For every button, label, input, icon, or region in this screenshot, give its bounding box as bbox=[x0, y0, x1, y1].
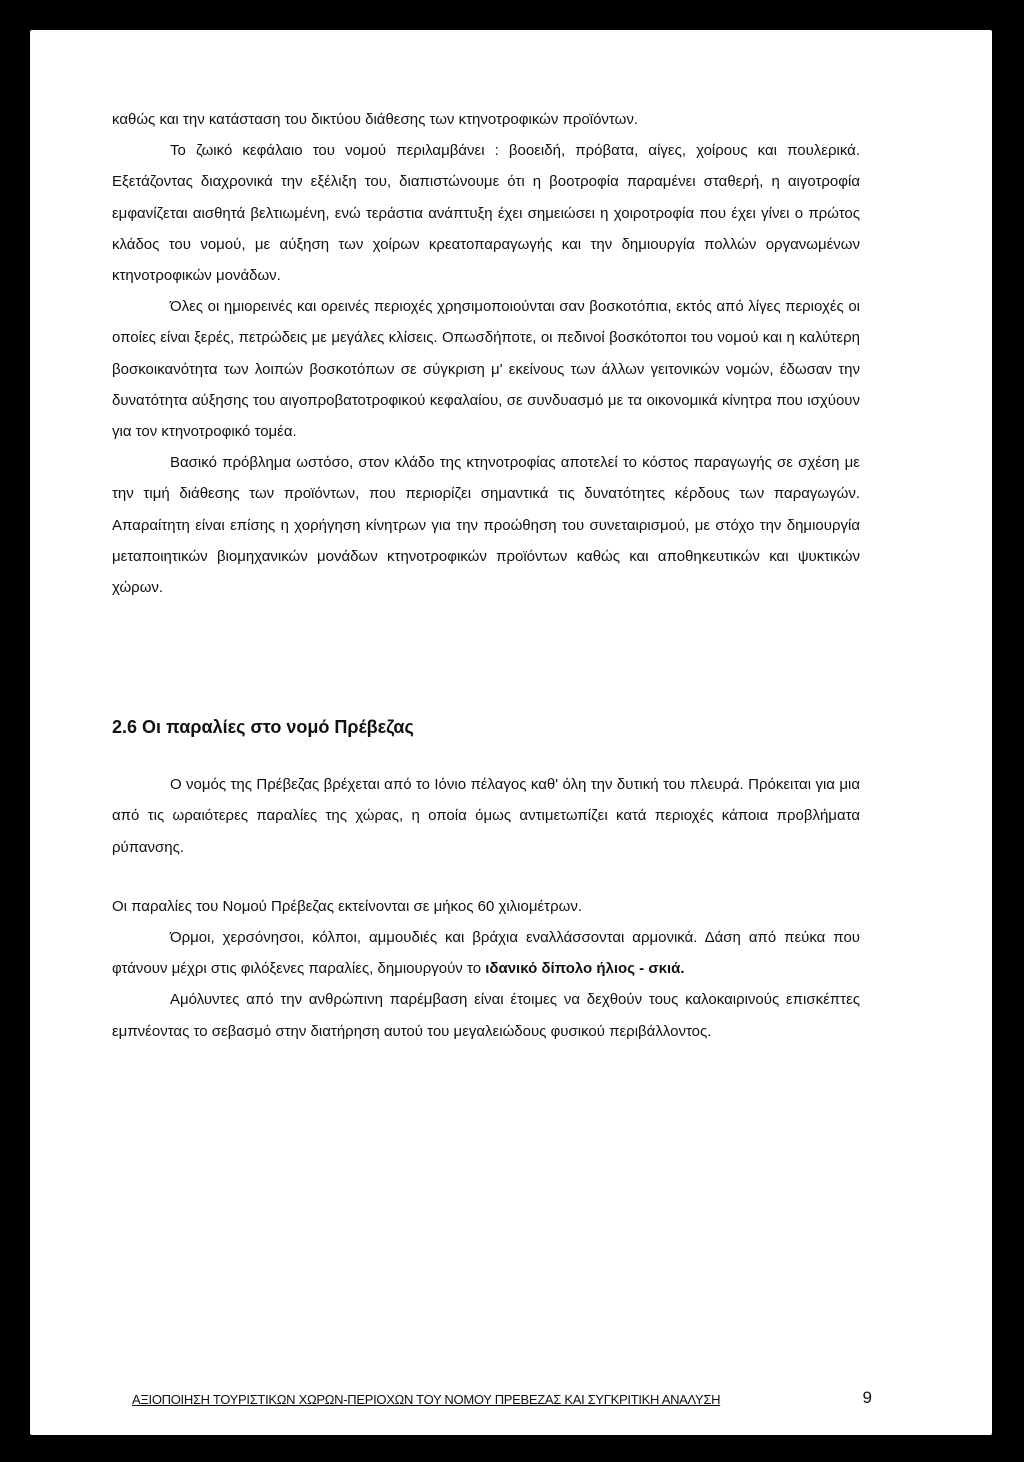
page-footer bbox=[132, 1388, 872, 1407]
paragraph-grazing-lands: Όλες οι ημιορεινές και ορεινές περιοχές χρησιμοποιούνται σαν βοσκοτόπια, εκτός από λίγες περιοχές οι οποίες είναι ξερές, πετρώδεις με μεγάλες κλίσεις. Οπωσδήποτε, οι πεδινοί βοσκότοποι του νομού και η καλύτερη βοσκοικανότητα των λοιπών βοσκοτόπων σε σύγκριση μ' εκείνους των άλλων γειτονικών νομών, έδωσαν την δυνατότητα αύξησης του αιγοπροβατοτροφικού κεφαλαίου, σε συνδυασμό με τα οικονομικά κίνητρα που ισχύουν για τον κτηνοτροφικό τομέα. bbox=[112, 298, 860, 441]
page-number: 9 bbox=[862, 1388, 872, 1407]
paragraph-ionian-coast: Ο νομός της Πρέβεζας βρέχεται από το Ιόνιο πέλαγος καθ' όλη την δυτική του πλευρά. Πρόκειται για μια από τις ωραιότερες παραλίες της χώρας, η οποία όμως αντιμετωπίζει κατά περιοχές κάποια προβλήματα ρύπανσης. bbox=[112, 776, 860, 856]
paragraph-distribution-network: καθώς και την κατάσταση του δικτύου διάθεσης των κτηνοτροφικών προϊόντων. bbox=[112, 111, 639, 128]
paragraph-beach-length: Οι παραλίες του Νομού Πρέβεζας εκτείνονται σε μήκος 60 χιλιομέτρων. bbox=[112, 897, 583, 915]
footer-document-title: ΑΞΙΟΠΟΙΗΣΗ ΤΟΥΡΙΣΤΙΚΩΝ ΧΩΡΩΝ-ΠΕΡΙΟΧΩΝ ΤΟΥ ΝΟΜΟΥ ΠΡΕΒΕΖΑΣ ΚΑΙ ΣΥΓΚΡΙΤΙΚΗ ΑΝΑΛΥΣΗ bbox=[132, 1392, 721, 1407]
document-body bbox=[112, 104, 860, 1047]
coastal-nature-text: Όρμοι, χερσόνησοι, κόλποι, αμμουδιές και βράχια εναλλάσσονται αρμονικά. Δάση από πεύκα που φτάνουν μέχρι στις φιλόξενες παραλίες, δημιουργούν το bbox=[112, 929, 860, 978]
paragraph-coastal-nature bbox=[112, 922, 860, 984]
paragraph-production-cost: Βασικό πρόβλημα ωστόσο, στον κλάδο της κτηνοτροφίας αποτελεί το κόστος παραγωγής σε σχέση με την τιμή διάθεσης των προϊόντων, που περιορίζει σημαντικά τις δυνατότητες κέρδους των παραγωγών. Απαραίτητη είναι επίσης η χορήγηση κίνητρων για την προώθηση του συνεταιρισμού, με στόχο την δημιουργία μεταποιητικών βιομηχανικών μονάδων κτηνοτροφικών προϊόντων καθώς και αποθηκευτικών και ψυκτικών χώρων. bbox=[112, 454, 860, 597]
sun-shade-phrase: ιδανικό δίπολο ήλιος - σκιά. bbox=[485, 960, 685, 978]
paragraph-unpolluted-beaches: Αμόλυντες από την ανθρώπινη παρέμβαση είναι έτοιμες να δεχθούν τους καλοκαιρινούς επισκέπτες εμπνέοντας το σεβασμό στην διατήρηση αυτού του μεγαλειώδους φυσικού περιβάλλοντος. bbox=[112, 991, 860, 1040]
paragraph-livestock-capital: Το ζωικό κεφάλαιο του νομού περιλαμβάνει : βοοειδή, πρόβατα, αίγες, χοίρους και πουλερικά. Εξετάζοντας διαχρονικά την εξέλιξη του, διαπιστώνουμε ότι η βοοτροφία παραμένει σταθερή, η αιγοτροφία εμφανίζεται αισθητά βελτιωμένη, ενώ τεράστια ανάπτυξη έχει σημειώσει η χοιροτροφία που έχει γίνει ο πρώτος κλάδος του νομού, με αύξηση των χοίρων κρεατοπαραγωγής και την δημιουργία πολλών οργανωμένων κτηνοτροφικών μονάδων. bbox=[112, 142, 860, 285]
section-heading: 2.6 Οι παραλίες στο νομό Πρέβεζας bbox=[112, 717, 414, 738]
